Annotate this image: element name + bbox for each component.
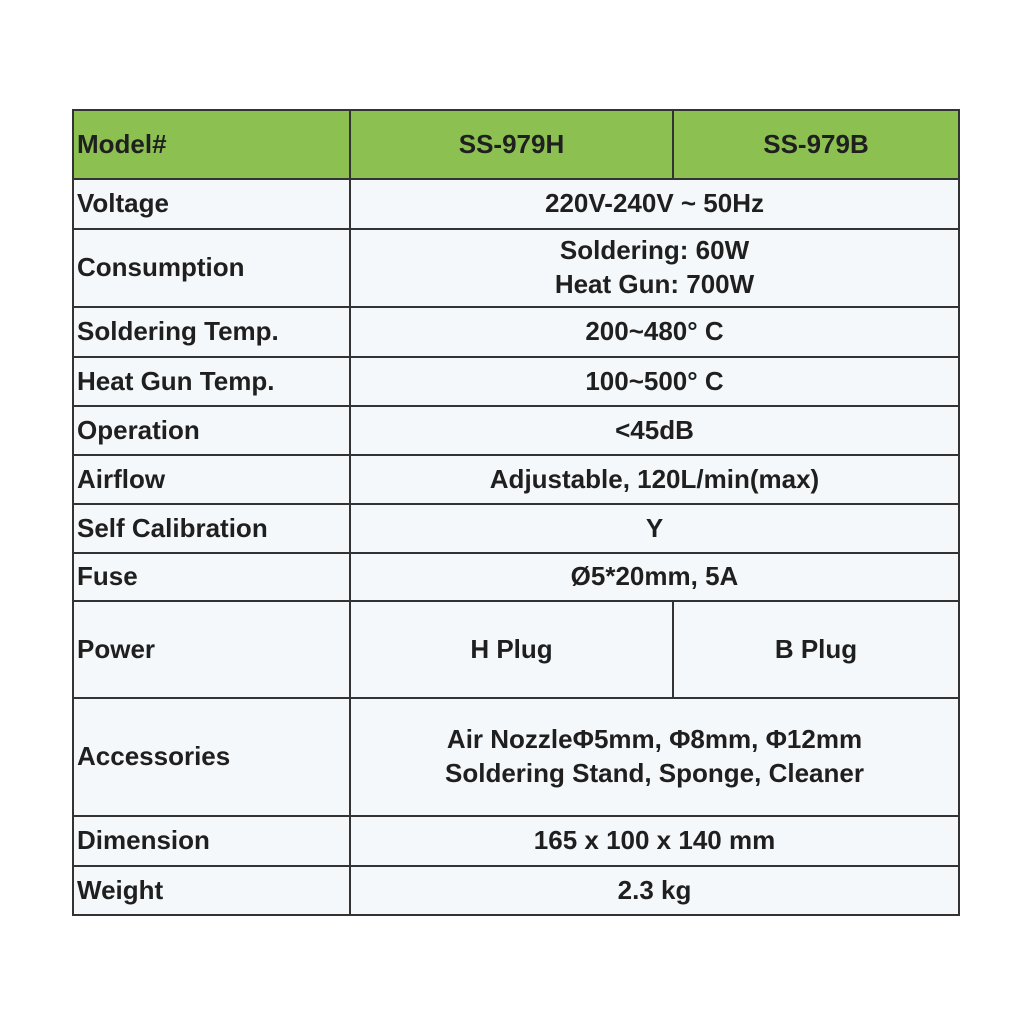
soldering-temp-value: 200~480° C — [350, 307, 959, 357]
airflow-value: Adjustable, 120L/min(max) — [350, 455, 959, 504]
weight-value: 2.3 kg — [350, 866, 959, 915]
consumption-row — [73, 229, 959, 307]
model-ss-979b: SS-979B — [673, 110, 959, 179]
power-h-plug: H Plug — [350, 601, 673, 698]
self-calibration-row — [73, 504, 959, 553]
voltage-row — [73, 179, 959, 229]
voltage-label: Voltage — [73, 179, 350, 229]
accessories-label: Accessories — [73, 698, 350, 816]
accessories-line-stand: Soldering Stand, Sponge, Cleaner — [445, 758, 864, 788]
power-row — [73, 601, 959, 698]
power-b-plug: B Plug — [673, 601, 959, 698]
fuse-value: Ø5*20mm, 5A — [350, 553, 959, 601]
consumption-line-soldering: Soldering: 60W — [559, 235, 750, 266]
fuse-label: Fuse — [73, 553, 350, 601]
dimension-label: Dimension — [73, 816, 350, 866]
consumption-line-heat-gun: Heat Gun: 700W — [554, 269, 755, 299]
airflow-row — [73, 455, 959, 504]
airflow-label: Airflow — [73, 455, 350, 504]
self-calibration-value: Y — [350, 504, 959, 553]
consumption-value — [350, 229, 959, 307]
weight-label: Weight — [73, 866, 350, 915]
accessories-row — [73, 698, 959, 816]
consumption-label: Consumption — [73, 229, 350, 307]
spec-table — [72, 109, 960, 916]
soldering-temp-label: Soldering Temp. — [73, 307, 350, 357]
header-row — [73, 110, 959, 179]
voltage-value: 220V-240V ~ 50Hz — [350, 179, 959, 229]
soldering-temp-row — [73, 307, 959, 357]
heat-gun-temp-row — [73, 357, 959, 406]
heat-gun-temp-label: Heat Gun Temp. — [73, 357, 350, 406]
operation-row — [73, 406, 959, 455]
fuse-row — [73, 553, 959, 601]
operation-label: Operation — [73, 406, 350, 455]
model-label: Model# — [73, 110, 350, 179]
heat-gun-temp-value: 100~500° C — [350, 357, 959, 406]
accessories-value — [350, 698, 959, 816]
dimension-row — [73, 816, 959, 866]
model-ss-979h: SS-979H — [350, 110, 673, 179]
power-label: Power — [73, 601, 350, 698]
accessories-line-nozzles: Air NozzleΦ5mm, Φ8mm, Φ12mm — [446, 724, 863, 755]
weight-row — [73, 866, 959, 915]
operation-value: <45dB — [350, 406, 959, 455]
dimension-value: 165 x 100 x 140 mm — [350, 816, 959, 866]
self-calibration-label: Self Calibration — [73, 504, 350, 553]
